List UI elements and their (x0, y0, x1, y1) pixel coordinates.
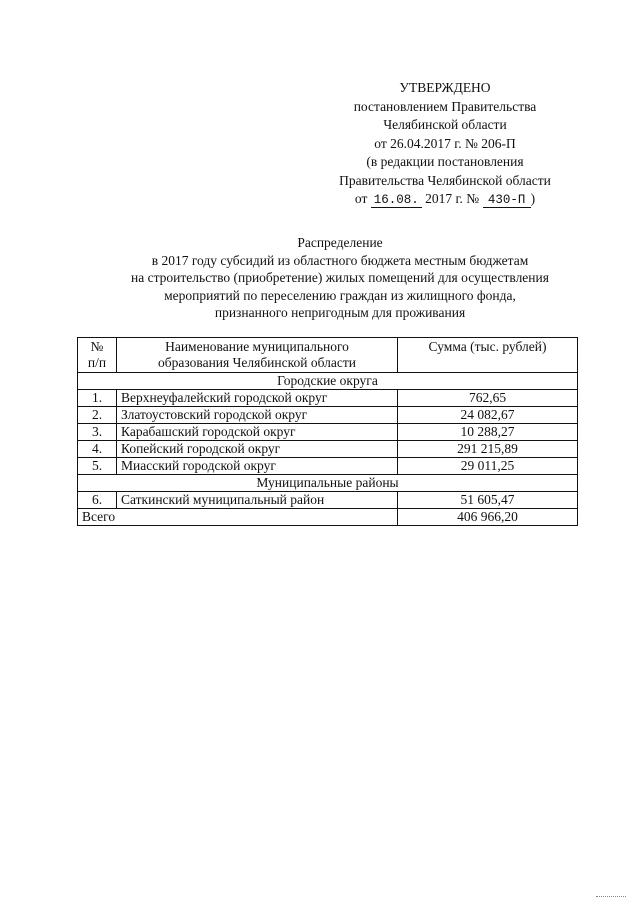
heading-line-2: на строительство (приобретение) жилых помещений для осуществления (131, 270, 549, 285)
table-header-row (78, 338, 578, 373)
header-name-line-1: Наименование муниципального (165, 339, 349, 354)
row-sum: 10 288,27 (398, 424, 578, 441)
heading-title: Распределение (297, 235, 383, 250)
heading-line-3: мероприятий по переселению граждан из жилищного фонда, (164, 287, 516, 303)
total-row (78, 509, 578, 526)
heading-line-1: в 2017 году субсидий из областного бюджета местным бюджетам (151, 252, 529, 268)
row-name: Копейский городской округ (117, 441, 398, 458)
row-num: 5. (78, 458, 117, 475)
row-name: Верхнеуфалейский городской округ (117, 390, 398, 407)
row-sum: 51 605,47 (398, 492, 578, 509)
row-num: 1. (78, 390, 117, 407)
document-heading (80, 234, 600, 322)
table-row (78, 407, 578, 424)
approval-date-suffix: 2017 г. № (425, 191, 480, 206)
approval-line-3: от 26.04.2017 г. № 206-П (374, 135, 516, 151)
subsidy-table (77, 337, 578, 526)
total-sum: 406 966,20 (398, 509, 578, 526)
header-num (78, 338, 117, 373)
section-row-districts (78, 475, 578, 492)
approval-close-paren: ) (530, 191, 536, 206)
section-label-urban: Городские округа (78, 373, 578, 390)
header-name (117, 338, 398, 373)
row-num: 4. (78, 441, 117, 458)
header-num-line-1: № (90, 339, 104, 354)
heading-line-4: признанного непригодным для проживания (214, 305, 466, 320)
table-row (78, 390, 578, 407)
row-sum: 29 011,25 (398, 458, 578, 475)
approval-line-6 (320, 190, 570, 209)
row-name: Карабашский городской округ (117, 424, 398, 441)
table-row (78, 441, 578, 458)
row-num: 3. (78, 424, 117, 441)
row-name: Саткинский муниципальный район (117, 492, 398, 509)
approval-line-2: Челябинской области (383, 117, 507, 132)
header-num-line-2: п/п (87, 355, 107, 370)
approval-number-value: 430-П (483, 193, 531, 208)
row-name: Златоустовский городской округ (117, 407, 398, 424)
row-num: 6. (78, 492, 117, 509)
row-sum: 24 082,67 (398, 407, 578, 424)
scan-corner-mark (596, 896, 626, 898)
approval-title: УТВЕРЖДЕНО (399, 80, 491, 95)
table-row (78, 492, 578, 509)
header-sum: Сумма (тыс. рублей) (398, 338, 578, 373)
row-sum: 762,65 (398, 390, 578, 407)
table-row (78, 458, 578, 475)
table-row (78, 424, 578, 441)
approval-block (320, 79, 570, 209)
total-label: Всего (78, 509, 398, 526)
row-sum: 291 215,89 (398, 441, 578, 458)
approval-date-value: 16.08. (371, 193, 422, 208)
section-row-urban (78, 373, 578, 390)
section-label-districts: Муниципальные районы (78, 475, 578, 492)
header-name-line-2: образования Челябинской области (158, 355, 356, 370)
approval-line-1: постановлением Правительства (353, 98, 537, 114)
approval-from-prefix: от (354, 191, 368, 206)
row-num: 2. (78, 407, 117, 424)
row-name: Миасский городской округ (117, 458, 398, 475)
approval-line-5: Правительства Челябинской области (339, 172, 551, 188)
approval-line-4: (в редакции постановления (366, 154, 524, 169)
